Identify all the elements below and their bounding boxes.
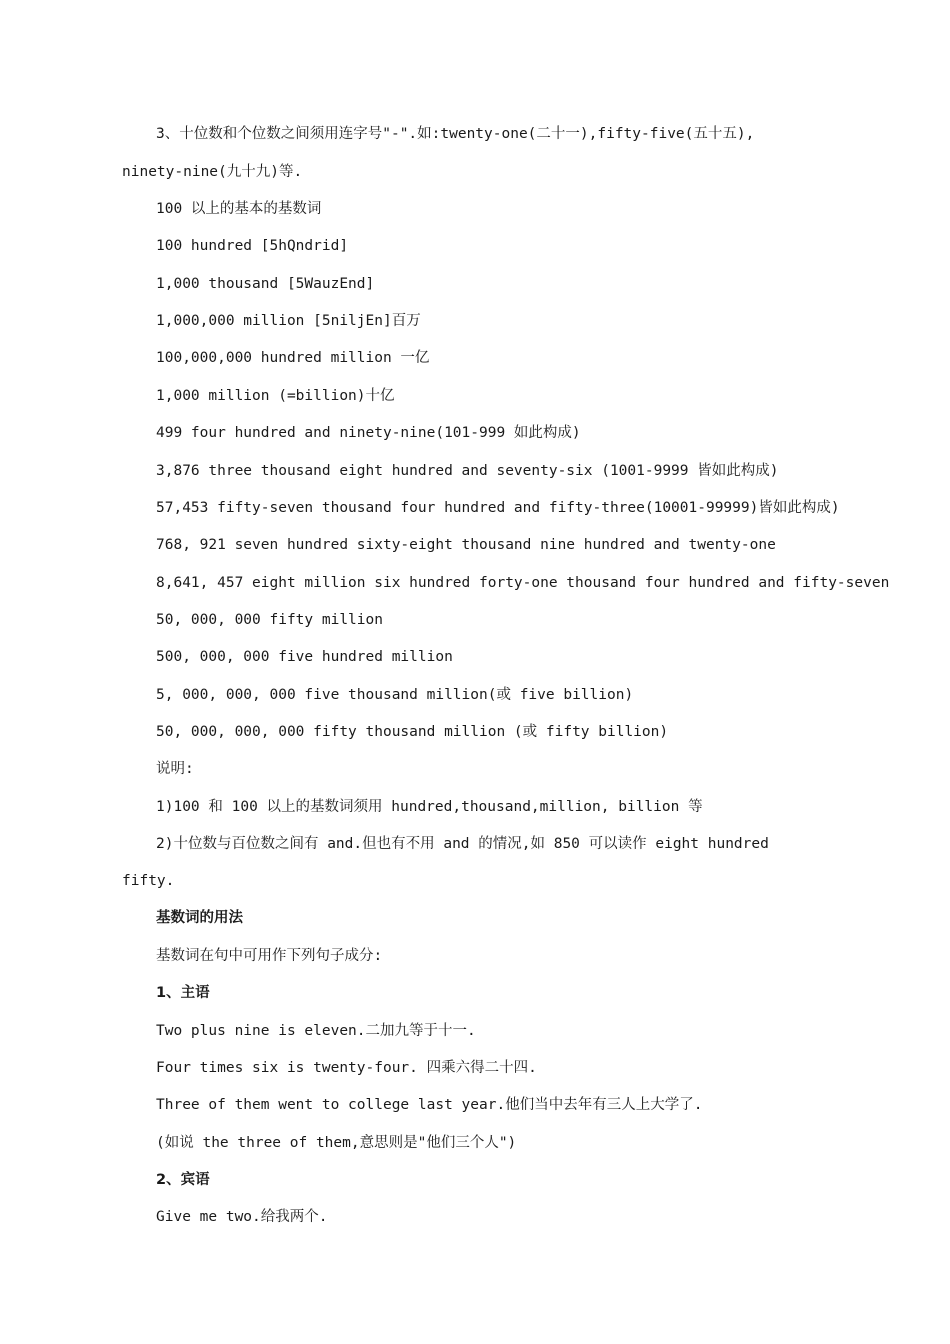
subject-heading: 1、主语: [156, 985, 210, 1001]
section-heading-above-100: 100 以上的基本的基数词: [156, 201, 322, 217]
object-heading: 2、宾语: [156, 1172, 210, 1188]
explanation-item-2-line1: 2)十位数与百位数之间有 and.但也有不用 and 的情况,如 850 可以读作 eight hundred: [156, 836, 769, 852]
example-note: (如说 the three of them,意思则是"他们三个人"): [156, 1135, 517, 1151]
number-line: 499 four hundred and ninety-nine(101-999 如此构成): [156, 425, 581, 441]
number-line: 768, 921 seven hundred sixty-eight thousand nine hundred and twenty-one: [156, 537, 776, 553]
explanation-item-2-line2: fifty.: [122, 873, 175, 889]
number-line: 100 hundred [5hQndrid]: [156, 238, 349, 254]
number-line: 3,876 three thousand eight hundred and seventy-six (1001-9999 皆如此构成): [156, 463, 779, 479]
number-line: 50, 000, 000, 000 fifty thousand million (或 fifty billion): [156, 724, 669, 740]
number-line: 57,453 fifty-seven thousand four hundred and fifty-three(10001-99999)皆如此构成): [156, 500, 840, 516]
number-line: 100,000,000 hundred million 一亿: [156, 350, 430, 366]
example-sentence: Two plus nine is eleven.二加九等于十一.: [156, 1023, 476, 1039]
rule-3-line2: ninety-nine(九十九)等.: [122, 164, 303, 180]
number-line: 1,000 million (=billion)十亿: [156, 388, 395, 404]
example-sentence: Four times six is twenty-four. 四乘六得二十四.: [156, 1060, 537, 1076]
usage-intro: 基数词在句中可用作下列句子成分:: [156, 948, 383, 964]
usage-heading: 基数词的用法: [156, 910, 243, 926]
number-line: 50, 000, 000 fifty million: [156, 612, 383, 628]
number-line: 1,000,000 million [5niljEn]百万: [156, 313, 421, 329]
number-line: 8,641, 457 eight million six hundred forty-one thousand four hundred and fifty-seven: [156, 575, 890, 591]
example-sentence: Three of them went to college last year.他们当中去年有三人上大学了.: [156, 1097, 703, 1113]
number-line: 500, 000, 000 five hundred million: [156, 649, 453, 665]
example-sentence: Give me two.给我两个.: [156, 1209, 328, 1225]
explanation-label: 说明:: [156, 761, 194, 777]
explanation-item-1: 1)100 和 100 以上的基数词须用 hundred,thousand,million, billion 等: [156, 799, 703, 815]
rule-3-line1: 3、十位数和个位数之间须用连字号"-".如:twenty-one(二十一),fifty-five(五十五),: [156, 126, 755, 142]
number-line: 5, 000, 000, 000 five thousand million(或 five billion): [156, 687, 634, 703]
number-line: 1,000 thousand [5WauzEnd]: [156, 276, 375, 292]
